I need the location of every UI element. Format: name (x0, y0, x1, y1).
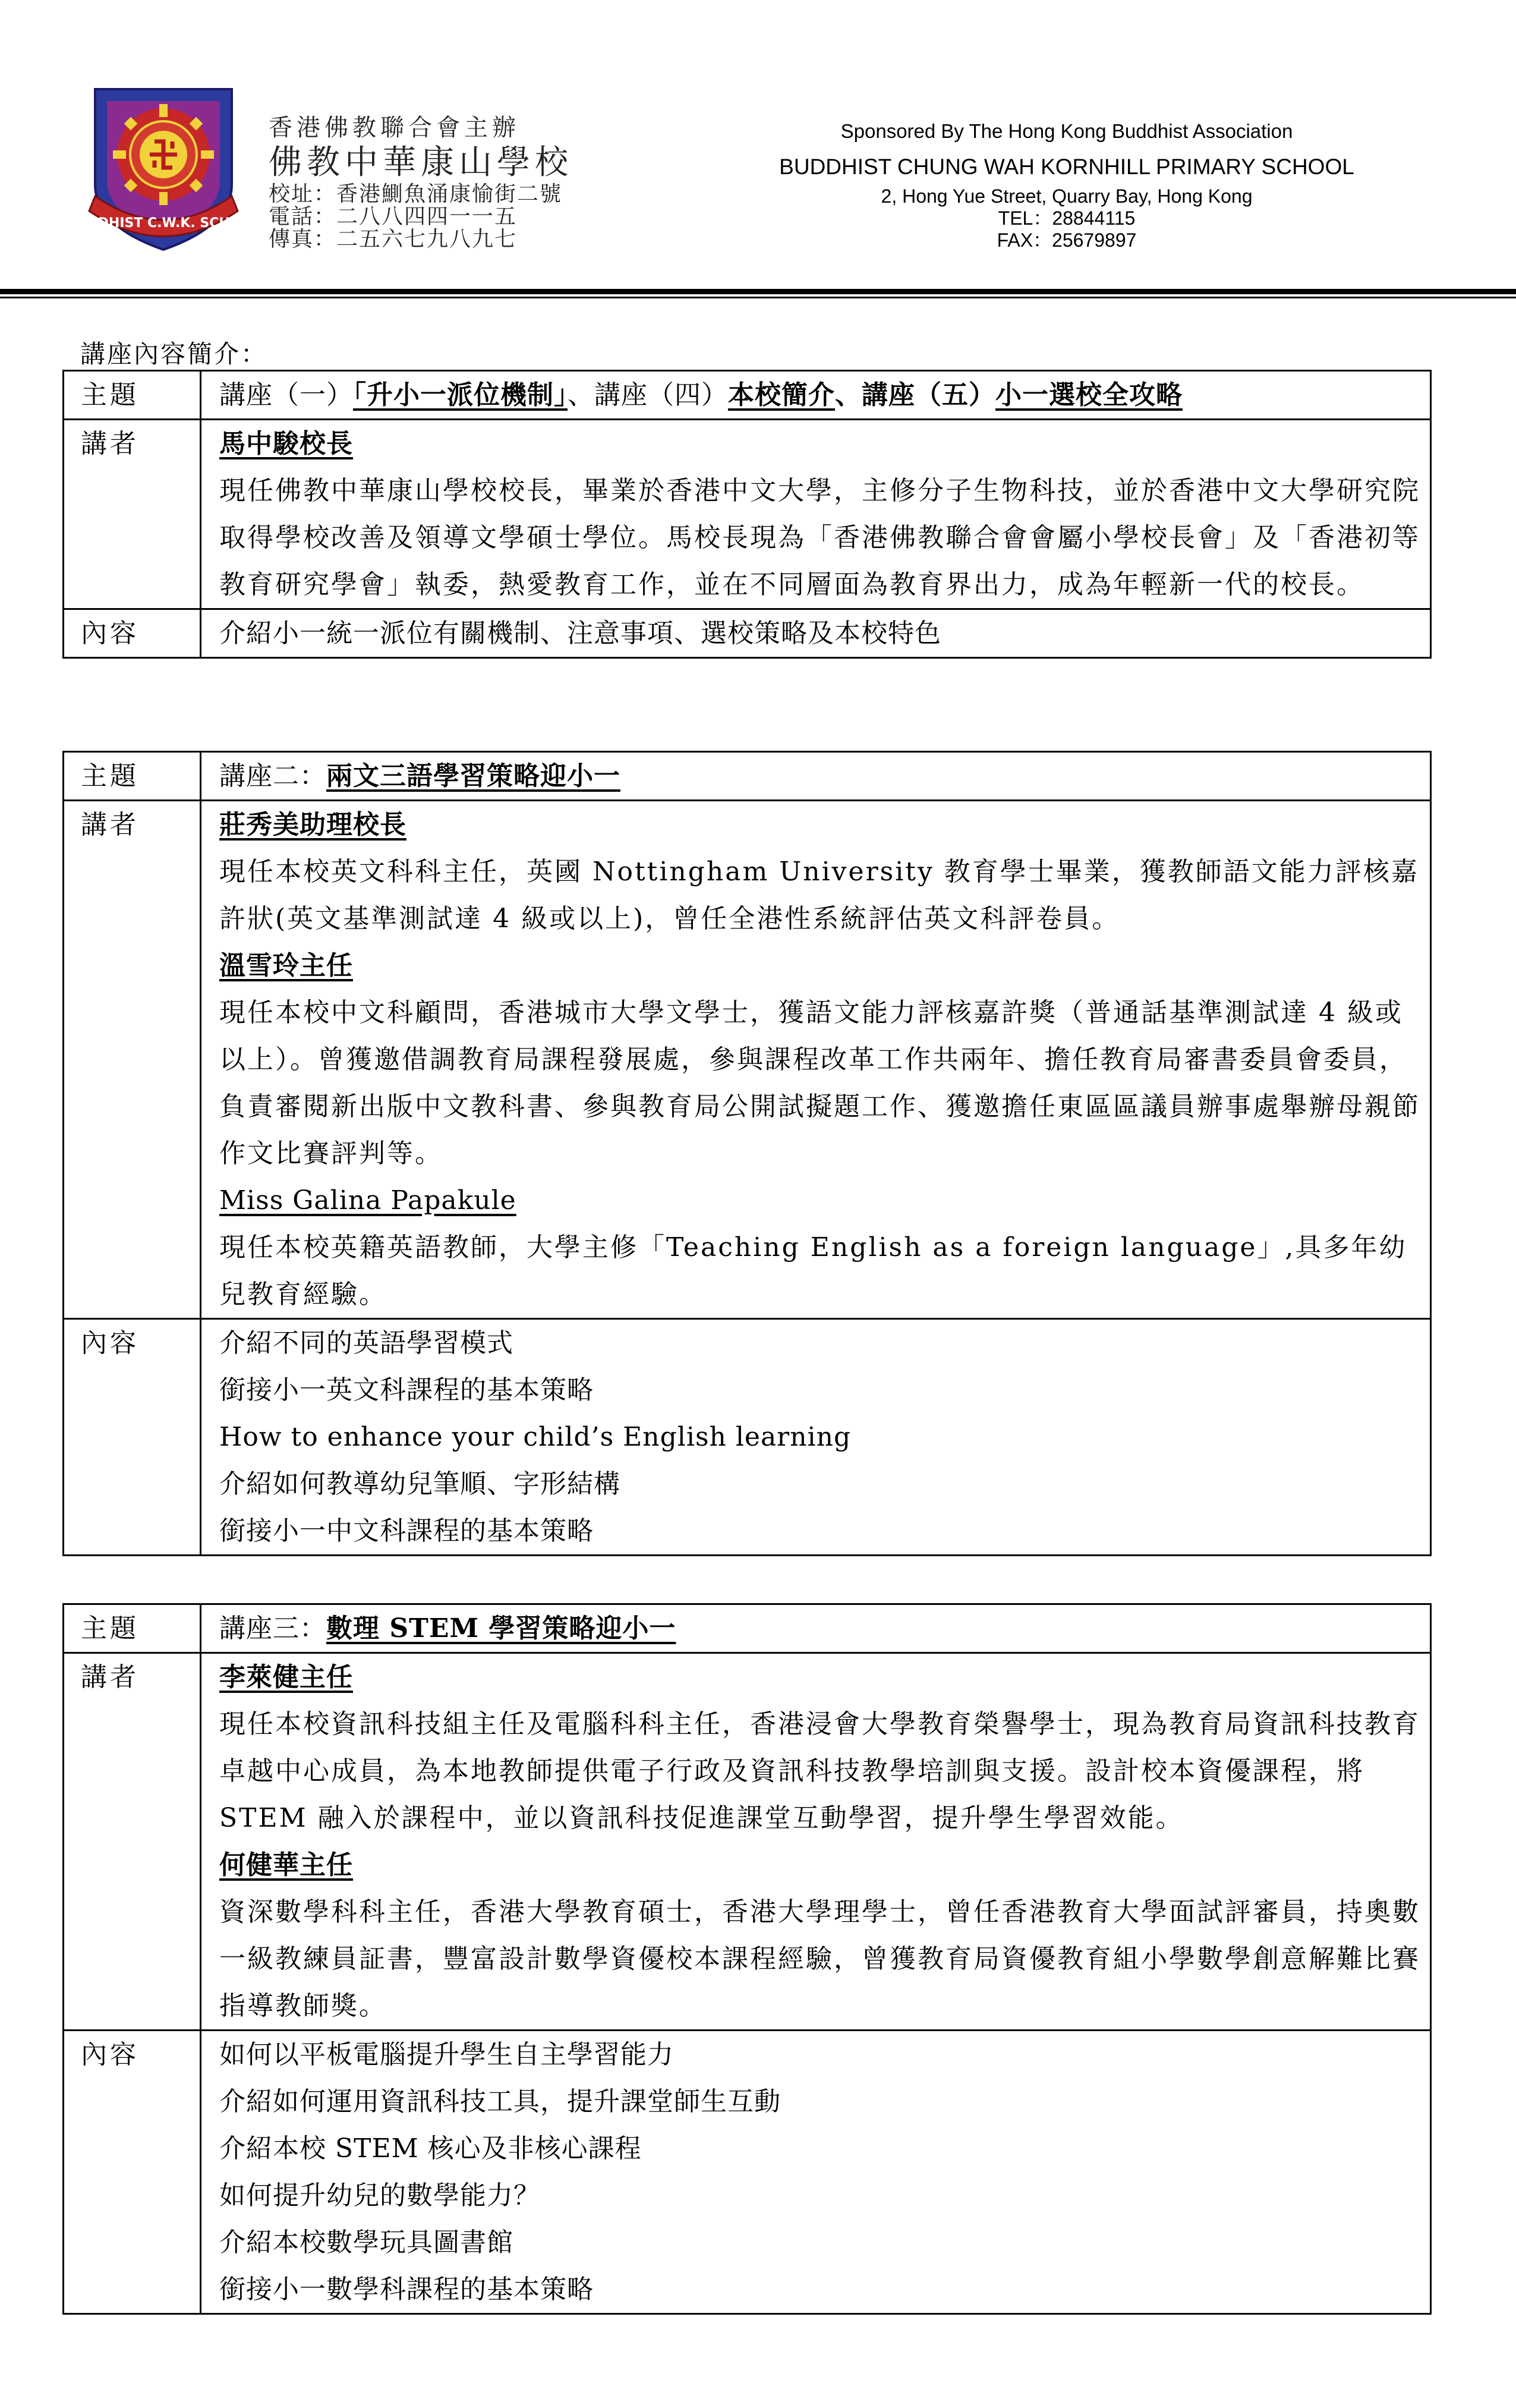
topic-part: 數理 STEM 學習策略迎小一 (326, 1613, 676, 1644)
content-item: 銜接小一英文科課程的基本策略 (219, 1375, 594, 1405)
content-cell (201, 1319, 1431, 1556)
content-item: 如何以平板電腦提升學生自主學習能力 (219, 2039, 674, 2070)
topic-part: 小一選校全攻略 (995, 380, 1183, 410)
topic-part: 、講座（五） (835, 380, 995, 410)
header-rule-thin (0, 297, 1516, 298)
speaker-bio: 資深數學科科主任，香港大學教育碩士，香港大學理學士，曾任香港教育大學面試評審員，持奧數一級教練員証書，豐富設計數學資優校本課程經驗，曾獲教育局資優教育組小學數學創意解難比賽指導教師獎。 (219, 1897, 1420, 2021)
topic-label: 主題 (64, 1604, 201, 1653)
speaker-label: 講者 (64, 420, 201, 609)
intro-heading: 講座內容簡介： (80, 339, 268, 369)
speaker-name: Miss Galina Papakule (219, 1185, 516, 1216)
tel-en: TEL：28844115 (998, 207, 1136, 229)
content-row (64, 2031, 1431, 2314)
school-logo (66, 71, 261, 256)
speaker-row (64, 420, 1431, 609)
topic-part: 兩文三語學習策略迎小一 (326, 761, 620, 791)
address-en: 2, Hong Yue Street, Quarry Bay, Hong Kong (881, 185, 1253, 207)
address-zh: 校址：香港鰂魚涌康愉街二號 (269, 182, 563, 206)
content-row (64, 609, 1431, 658)
topic-row (64, 371, 1431, 420)
speaker-bio: 現任佛教中華康山學校校長，畢業於香港中文大學，主修分子生物科技，並於香港中文大學研究院取得學校改善及領導文學碩士學位。馬校長現為「香港佛教聯合會會屬小學校長會」及「香港初等教育研究學會」執委，熱愛教育工作，並在不同層面為教育界出力，成為年輕新一代的校長。 (219, 476, 1420, 600)
content-item: 銜接小一中文科課程的基本策略 (219, 1516, 594, 1546)
speaker-cell (201, 420, 1431, 609)
speaker-bio: 現任本校中文科顧問，香港城市大學文學士，獲語文能力評核嘉許獎（普通話基準測試達 4 級或以上）。曾獲邀借調教育局課程發展處，參與課程改革工作共兩年、擔任教育局審書委員會委員，負責審閱新出版中文教科書、參與教育局公開試擬題工作、獲邀擔任東區區議員辦事處舉辦母親節作文比賽評判等。 (219, 997, 1420, 1169)
topic-part: 講座（一） (219, 380, 353, 410)
speaker-cell (201, 801, 1431, 1319)
topic-row (64, 1604, 1431, 1653)
topic-part: 「升小一派位機制」 (353, 380, 568, 410)
lecture-table-2 (62, 751, 1432, 1556)
header-rule-thick (0, 289, 1516, 294)
topic-row (64, 752, 1431, 801)
content-label: 內容 (64, 2031, 201, 2314)
topic-part: 講座二： (219, 761, 326, 791)
content-label: 內容 (64, 609, 201, 658)
topic-part: 講座三： (219, 1613, 326, 1644)
content-item: 介紹小一統一派位有關機制、注意事項、選校策略及本校特色 (219, 618, 941, 649)
letterhead (0, 0, 1516, 303)
speaker-bio: 現任本校英籍英語教師，大學主修「Teaching English as a foreign language」,具多年幼兒教育經驗。 (219, 1232, 1407, 1310)
speaker-row (64, 801, 1431, 1319)
content-cell (201, 2031, 1431, 2314)
content-item: How to enhance your child’s English learning (219, 1422, 852, 1452)
speaker-name: 莊秀美助理校長 (219, 810, 406, 840)
topic-label: 主題 (64, 752, 201, 801)
fax-en: FAX：25679897 (997, 229, 1137, 251)
speaker-name: 馬中駿校長 (219, 429, 353, 459)
fax-zh: 傳真：二五六七九八九七 (269, 227, 518, 251)
svg-text:BUDDHIST C.W.K. SCHOOL: BUDDHIST C.W.K. SCHOOL (66, 216, 261, 231)
speaker-row (64, 1653, 1431, 2031)
topic-part: 本校簡介 (728, 380, 835, 410)
topic-cell (201, 371, 1431, 420)
speaker-bio: 現任本校英文科科主任，英國 Nottingham University 教育學士畢業，獲教師語文能力評核嘉許狀(英文基準測試達 4 級或以上)，曾任全港性系統評估英文科評卷員。 (219, 857, 1419, 934)
lecture-table-3 (62, 1603, 1432, 2315)
content-label: 內容 (64, 1319, 201, 1556)
content-item: 介紹如何運用資訊科技工具，提升課堂師生互動 (219, 2086, 781, 2117)
content-item: 銜接小一數學科課程的基本策略 (219, 2274, 594, 2305)
topic-cell (201, 1604, 1431, 1653)
speaker-bio: 現任本校資訊科技組主任及電腦科科主任，香港浸會大學教育榮譽學士，現為教育局資訊科技教育卓越中心成員，為本地教師提供電子行政及資訊科技教學培訓與支援。設計校本資優課程，將 STEM 融入於課程中，並以資訊科技促進課堂互動學習，提升學生學習效能。 (219, 1709, 1420, 1833)
topic-part: 、講座（四） (568, 380, 728, 410)
speaker-label: 講者 (64, 1653, 201, 2031)
content-item: 介紹本校 STEM 核心及非核心課程 (219, 2133, 642, 2164)
content-item: 介紹本校數學玩具圖書館 (219, 2227, 513, 2258)
speaker-cell (201, 1653, 1431, 2031)
chinese-letterhead (269, 113, 573, 251)
speaker-name: 李萊健主任 (219, 1662, 353, 1692)
topic-cell (201, 752, 1431, 801)
english-letterhead (743, 117, 1391, 251)
content-item: 介紹不同的英語學習模式 (219, 1328, 513, 1358)
content-item: 介紹如何教導幼兒筆順、字形結構 (219, 1469, 620, 1499)
content-row (64, 1319, 1431, 1556)
school-name-zh: 佛教中華康山學校 (269, 143, 573, 182)
school-name-en: BUDDHIST CHUNG WAH KORNHILL PRIMARY SCHOOL (779, 155, 1354, 179)
speaker-label: 講者 (64, 801, 201, 1319)
speaker-name: 溫雪玲主任 (219, 950, 353, 981)
topic-label: 主題 (64, 371, 201, 420)
content-cell (201, 609, 1431, 658)
phone-zh: 電話：二八八四四一一五 (269, 204, 518, 229)
speaker-name: 何健華主任 (219, 1850, 353, 1880)
organizer-line: 香港佛教聯合會主辦 (269, 114, 520, 141)
sponsor-line: Sponsored By The Hong Kong Buddhist Association (840, 120, 1293, 142)
content-item: 如何提升幼兒的數學能力？ (219, 2180, 540, 2211)
lecture-table-1 (62, 370, 1432, 659)
